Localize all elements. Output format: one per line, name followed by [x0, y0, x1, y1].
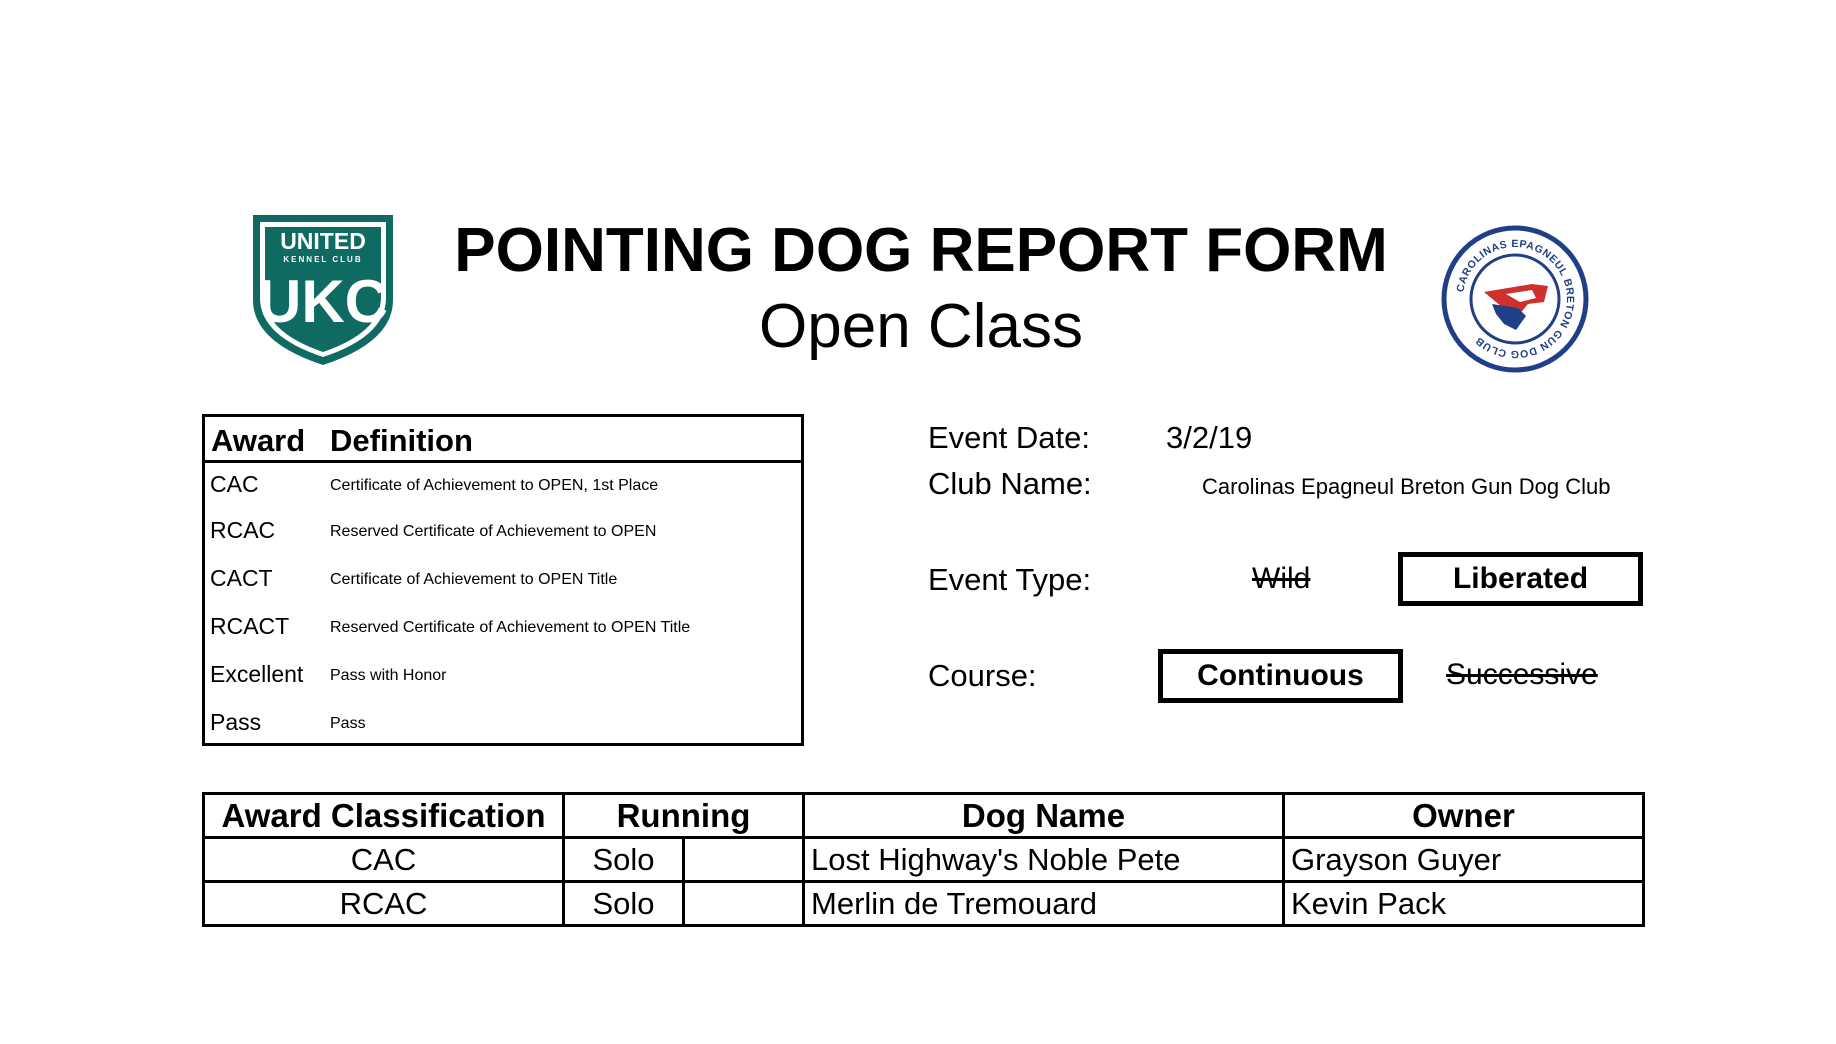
- ukc-logo-word-main: UKC: [258, 268, 388, 335]
- ukc-logo-word-top: UNITED: [280, 228, 366, 254]
- club-name-value: Carolinas Epagneul Breton Gun Dog Club: [1202, 474, 1611, 499]
- definition-code: RCACT: [210, 613, 290, 639]
- definition-row: [205, 463, 801, 511]
- event-type-label: Event Type:: [928, 562, 1092, 597]
- cell-extra: [684, 882, 804, 926]
- definition-row: [205, 701, 801, 749]
- definition-desc: Certificate of Achievement to OPEN Title: [330, 571, 618, 588]
- definition-desc: Reserved Certificate of Achievement to OPEN Title: [330, 619, 691, 636]
- event-date-value: 3/2/19: [1166, 420, 1253, 455]
- results-table: [202, 792, 1645, 927]
- definition-row: [205, 557, 801, 605]
- course-label: Course:: [928, 658, 1037, 693]
- ukc-logo-word-mid: KENNEL CLUB: [283, 255, 363, 264]
- results-header-row: [204, 794, 1644, 838]
- cell-extra: [684, 838, 804, 882]
- table-row: [204, 882, 1644, 926]
- definition-desc: Reserved Certificate of Achievement to OPEN: [330, 523, 657, 540]
- event-date-label: Event Date:: [928, 420, 1090, 455]
- definition-code: Excellent: [210, 661, 304, 687]
- page-subtitle: Open Class: [759, 292, 1083, 361]
- table-row: [204, 838, 1644, 882]
- club-seal-logo: [1436, 220, 1594, 378]
- definitions-header-award: Award: [211, 423, 306, 458]
- club-seal-ring-text: CAROLINAS EPAGNEUL BRETON GUN DOG CLUB: [1454, 237, 1577, 361]
- page-title: POINTING DOG REPORT FORM: [454, 216, 1388, 285]
- header-dog-name: Dog Name: [804, 794, 1284, 838]
- cell-dog-name: Merlin de Tremouard: [804, 882, 1284, 926]
- event-type-option-wild: Wild: [1252, 562, 1311, 595]
- definition-code: Pass: [210, 709, 262, 735]
- definition-code: CACT: [210, 565, 273, 591]
- definition-row: [205, 509, 801, 557]
- definition-desc: Certificate of Achievement to OPEN, 1st Place: [330, 477, 659, 494]
- cell-running: Solo: [564, 838, 684, 882]
- cell-dog-name: Lost Highway's Noble Pete: [804, 838, 1284, 882]
- definition-desc: Pass with Honor: [330, 667, 447, 684]
- definitions-header-definition: Definition: [330, 423, 473, 458]
- definition-row: [205, 653, 801, 701]
- cell-running: Solo: [564, 882, 684, 926]
- header-owner: Owner: [1284, 794, 1644, 838]
- course-option-successive: Successive: [1446, 658, 1598, 691]
- cell-owner: Grayson Guyer: [1284, 838, 1644, 882]
- club-name-label: Club Name:: [928, 466, 1092, 501]
- cell-award: RCAC: [204, 882, 564, 926]
- header-award-classification: Award Classification: [204, 794, 564, 838]
- definition-code: CAC: [210, 471, 259, 497]
- award-definitions-table: [202, 414, 804, 746]
- event-type-option-liberated: Liberated: [1398, 552, 1643, 606]
- definition-code: RCAC: [210, 517, 276, 543]
- cell-owner: Kevin Pack: [1284, 882, 1644, 926]
- definition-row: [205, 605, 801, 653]
- ukc-logo: [250, 212, 396, 368]
- course-option-continuous: Continuous: [1158, 649, 1403, 703]
- header-running: Running: [564, 794, 804, 838]
- definitions-header-row: [205, 417, 801, 463]
- cell-award: CAC: [204, 838, 564, 882]
- definition-desc: Pass: [330, 715, 366, 732]
